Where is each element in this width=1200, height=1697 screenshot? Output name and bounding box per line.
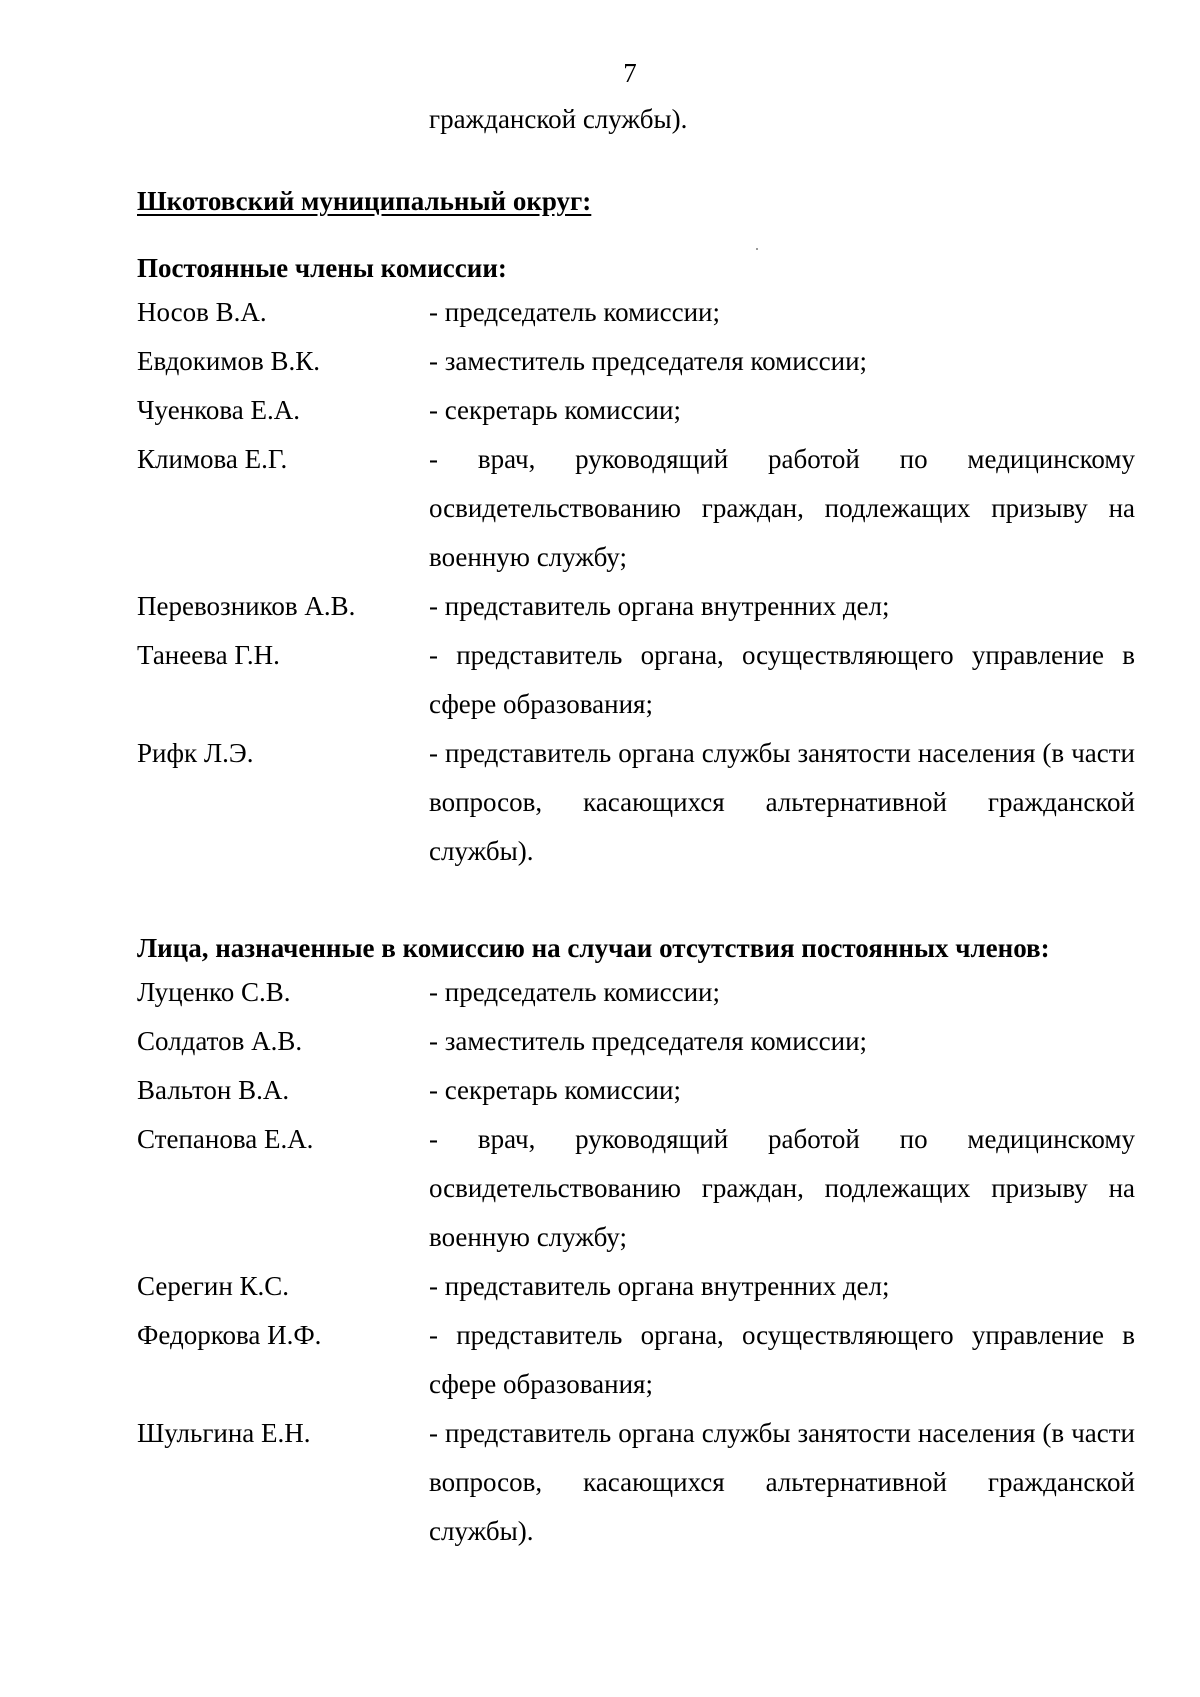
section-substitute-members <box>137 928 1137 1556</box>
member-name: Евдокимов В.К. <box>137 346 320 376</box>
member-row <box>137 1311 1137 1409</box>
member-role: - председатель комиссии; <box>429 977 720 1007</box>
member-row <box>137 1115 1137 1262</box>
member-name: Перевозников А.В. <box>137 591 356 621</box>
section-heading: Постоянные члены комиссии: <box>137 253 507 283</box>
member-row <box>137 1409 1137 1556</box>
member-role: - секретарь комиссии; <box>429 1075 681 1105</box>
member-role: - заместитель председателя комиссии; <box>429 1026 868 1056</box>
member-row <box>137 435 1137 582</box>
member-row <box>137 337 1137 386</box>
page-number: 7 <box>623 58 637 88</box>
member-name: Танеева Г.Н. <box>137 640 280 670</box>
member-name: Серегин К.С. <box>137 1271 290 1301</box>
district-title: Шкотовский муниципальный округ: <box>137 186 592 216</box>
member-row <box>137 386 1137 435</box>
member-role: - председатель комиссии; <box>429 297 720 327</box>
member-row <box>137 1262 1137 1311</box>
member-name: Вальтон В.А. <box>137 1075 290 1105</box>
member-name: Луценко С.В. <box>137 977 291 1007</box>
member-role: - представитель органа службы занятости населения (в части вопросов, касающихся альтернативной гражданской службы). <box>429 1418 1135 1546</box>
member-name: Солдатов А.В. <box>137 1026 303 1056</box>
member-role: - заместитель председателя комиссии; <box>429 346 868 376</box>
carryover-text: гражданской службы). <box>429 104 688 134</box>
member-role: - врач, руководящий работой по медицинскому освидетельствованию граждан, подлежащих призыву на военную службу; <box>429 444 1135 572</box>
member-role: - представитель органа внутренних дел; <box>429 591 890 621</box>
member-name: Климова Е.Г. <box>137 444 288 474</box>
member-row <box>137 729 1137 876</box>
member-row <box>137 582 1137 631</box>
member-name: Шульгина Е.Н. <box>137 1418 311 1448</box>
member-name: Степанова Е.А. <box>137 1124 314 1154</box>
section-permanent-members <box>137 248 1137 876</box>
section-heading: Лица, назначенные в комиссию на случаи отсутствия постоянных членов: <box>137 933 1050 963</box>
member-role: - представитель органа внутренних дел; <box>429 1271 890 1301</box>
member-row <box>137 1017 1137 1066</box>
member-row <box>137 631 1137 729</box>
member-name: Чуенкова Е.А. <box>137 395 300 425</box>
member-role: - представитель органа службы занятости населения (в части вопросов, касающихся альтернативной гражданской службы). <box>429 738 1135 866</box>
member-role: - представитель органа, осуществляющего управление в сфере образования; <box>429 640 1135 719</box>
member-name: Федоркова И.Ф. <box>137 1320 322 1350</box>
member-row <box>137 288 1137 337</box>
member-role: - врач, руководящий работой по медицинскому освидетельствованию граждан, подлежащих призыву на военную службу; <box>429 1124 1135 1252</box>
member-name: Носов В.А. <box>137 297 267 327</box>
member-role: - представитель органа, осуществляющего управление в сфере образования; <box>429 1320 1135 1399</box>
member-row <box>137 1066 1137 1115</box>
member-role: - секретарь комиссии; <box>429 395 681 425</box>
member-row <box>137 968 1137 1017</box>
member-name: Рифк Л.Э. <box>137 738 254 768</box>
